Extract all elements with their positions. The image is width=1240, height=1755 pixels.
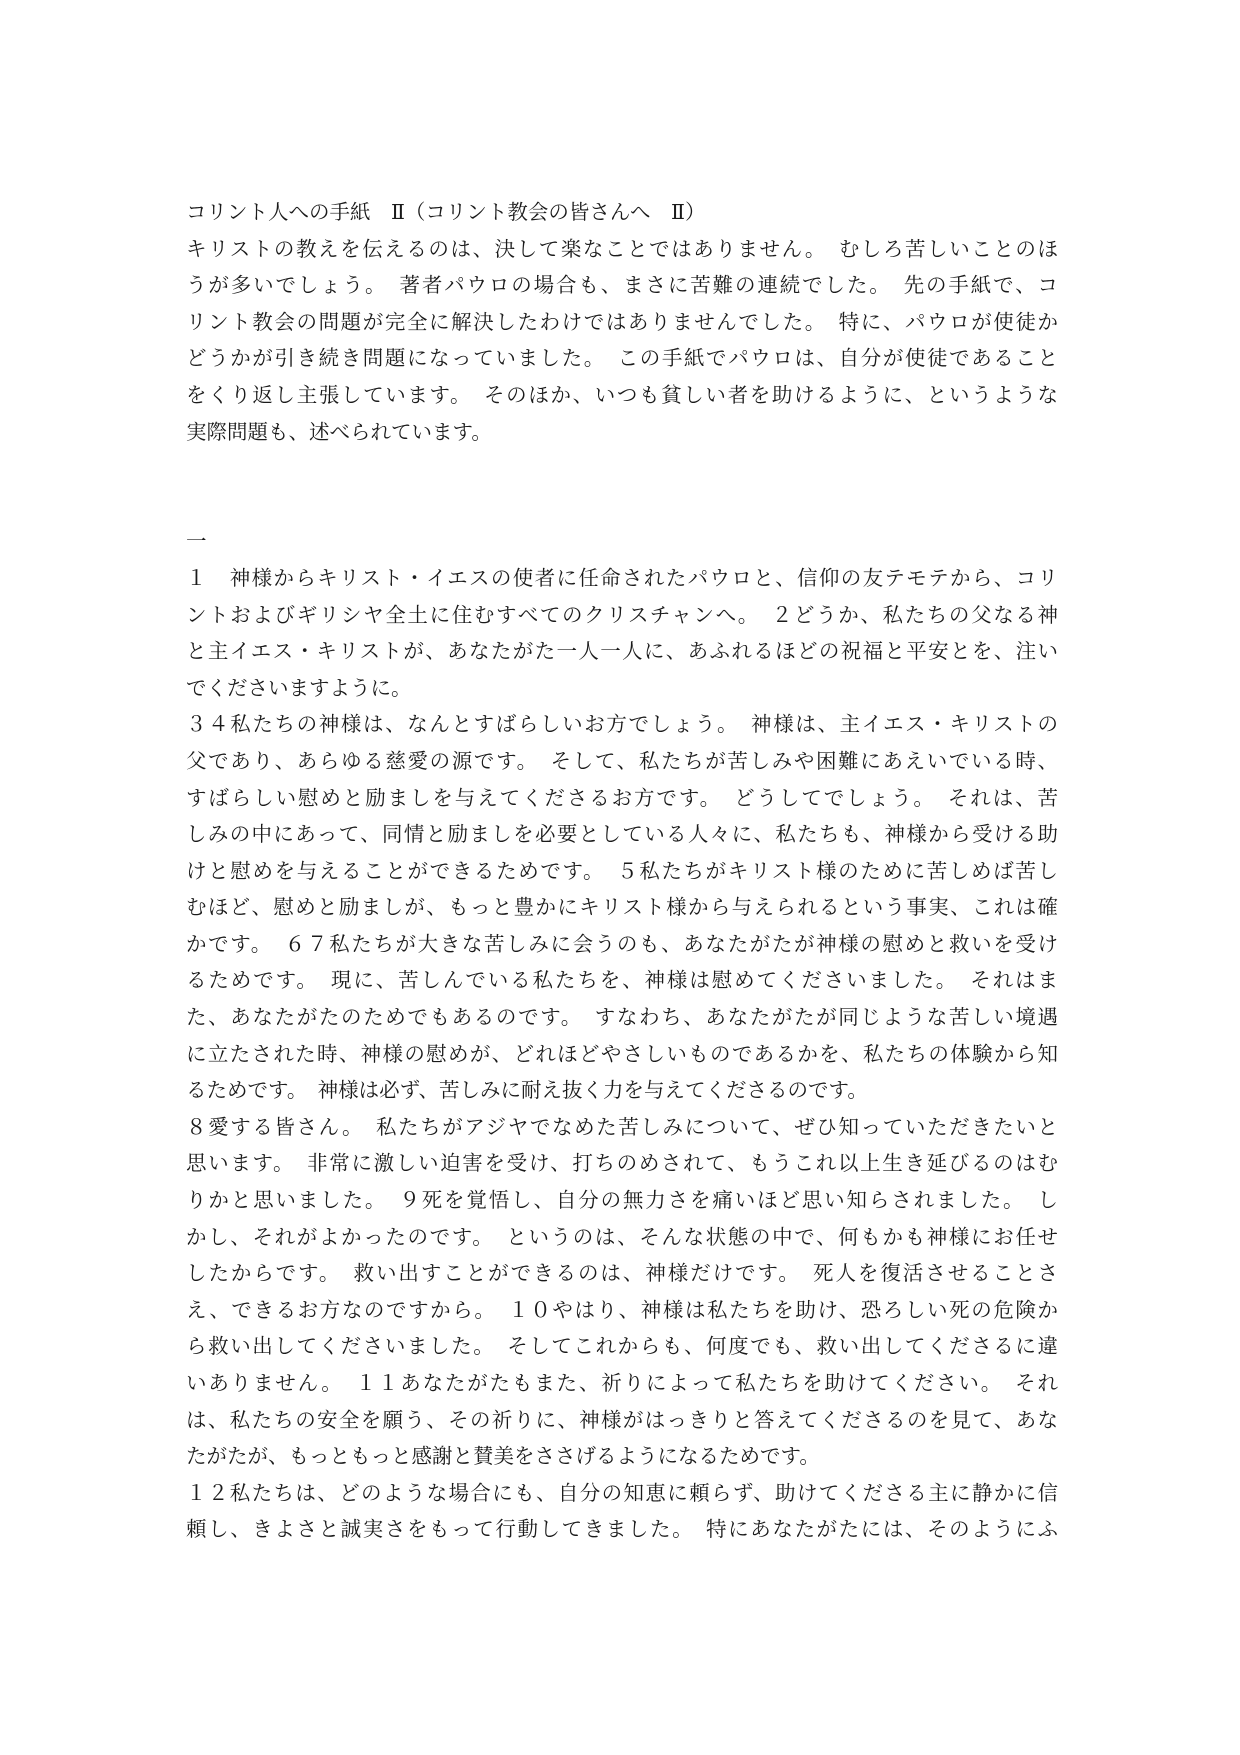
text-line: でくださいますように。: [186, 675, 412, 700]
document-title: コリント人への手紙 Ⅱ（コリント教会の皆さんへ Ⅱ）: [186, 200, 706, 224]
intro-paragraph: [186, 231, 1058, 451]
text-line: 父であり、あらゆる慈愛の源です。 そして、私たちが苦しみや困難にあえいでいる時、: [186, 748, 1058, 773]
text-line: １ 神様からキリスト・イエスの使者に任命されたパウロと、信仰の友テモテから、コリ: [186, 565, 1058, 590]
spacer: [186, 450, 1058, 487]
text-line: た、あなたがたのためでもあるのです。 すなわち、あなたがたが同じような苦しい境遇: [186, 1005, 1058, 1030]
text-line: りかと思いました。 ９死を覚悟し、自分の無力さを痛いほど思い知らされました。 し: [186, 1188, 1058, 1213]
text-line: ントおよびギリシヤ全土に住むすべてのクリスチャンへ。 ２どうか、私たちの父なる神: [186, 602, 1058, 627]
chapter-marker: 一: [186, 529, 207, 554]
document-page: [186, 194, 1058, 1548]
text-line: たがたが、もっともっと感謝と賛美をささげるようになるためです。: [186, 1444, 820, 1469]
text-line: どうかが引き続き問題になっていました。 この手紙でパウロは、自分が使徒であること: [186, 346, 1058, 371]
text-line: 頼し、きよさと誠実さをもって行動してきました。 特にあなたがたには、そのようにふ: [186, 1517, 1058, 1542]
text-line: リント教会の問題が完全に解決したわけではありませんでした。 特に、パウロが使徒か: [186, 309, 1058, 334]
text-line: むほど、慰めと励ましが、もっと豊かにキリスト様から与えられるという事実、これは確: [186, 895, 1058, 920]
verse-paragraph: [186, 560, 1058, 706]
text-line: ８愛する皆さん。 私たちがアジヤでなめた苦しみについて、ぜひ知っていただきたいと: [186, 1114, 1058, 1139]
text-line: ３４私たちの神様は、なんとすばらしいお方でしょう。 神様は、主イエス・キリストの: [186, 712, 1058, 737]
text-line: かし、それがよかったのです。 というのは、そんな状態の中で、何もかも神様にお任せ: [186, 1224, 1058, 1249]
text-line: と主イエス・キリストが、あなたがた一人一人に、あふれるほどの祝福と平安とを、注い: [186, 639, 1058, 664]
text-line: いありません。 １１あなたがたもまた、祈りによって私たちを助けてください。 それ: [186, 1371, 1058, 1395]
text-line: うが多いでしょう。 著者パウロの場合も、まさに苦難の連続でした。 先の手紙で、コ: [186, 273, 1058, 298]
text-line: すばらしい慰めと励ましを与えてくださるお方です。 どうしてでしょう。 それは、苦: [186, 785, 1058, 810]
text-line: ら救い出してくださいました。 そしてこれからも、何度でも、救い出してくださるに違: [186, 1334, 1058, 1359]
text-line: るためです。 現に、苦しんでいる私たちを、神様は慰めてくださいました。 それはま: [186, 968, 1058, 993]
text-line: るためです。 神様は必ず、苦しみに耐え抜く力を与えてくださるのです。: [186, 1078, 868, 1103]
verse-paragraph: [186, 706, 1058, 1109]
text-line: しみの中にあって、同情と励ましを必要としている人々に、私たちも、神様から受ける助: [186, 822, 1058, 847]
text-line: したからです。 救い出すことができるのは、神様だけです。 死人を復活させることさ: [186, 1261, 1058, 1286]
text-line: けと慰めを与えることができるためです。 ５私たちがキリスト様のために苦しめば苦し: [186, 858, 1058, 883]
text-line: かです。 ６７私たちが大きな苦しみに会うのも、あなたがたが神様の慰めと救いを受け: [186, 931, 1058, 956]
text-line: をくり返し主張しています。 そのほか、いつも貧しい者を助けるように、というような: [186, 382, 1058, 407]
verse-paragraph: [186, 1109, 1058, 1475]
text-line: 思います。 非常に激しい迫害を受け、打ちのめされて、もうこれ以上生き延びるのはむ: [186, 1151, 1058, 1176]
spacer: [186, 487, 1058, 524]
text-line: え、できるお方なのですから。 １０やはり、神様は私たちを助け、恐ろしい死の危険か: [186, 1297, 1058, 1322]
text-line: １２私たちは、どのような場合にも、自分の知恵に頼らず、助けてくださる主に静かに信: [186, 1480, 1058, 1505]
verse-paragraph: [186, 1475, 1058, 1548]
text-line: に立たされた時、神様の慰めが、どれほどやさしいものであるかを、私たちの体験から知: [186, 1041, 1058, 1066]
text-line: キリストの教えを伝えるのは、決して楽なことではありません。 むしろ苦しいことのほ: [186, 236, 1058, 261]
text-line: は、私たちの安全を願う、その祈りに、神様がはっきりと答えてくださるのを見て、あな: [186, 1407, 1058, 1432]
text-line: 実際問題も、述べられています。: [186, 419, 492, 444]
